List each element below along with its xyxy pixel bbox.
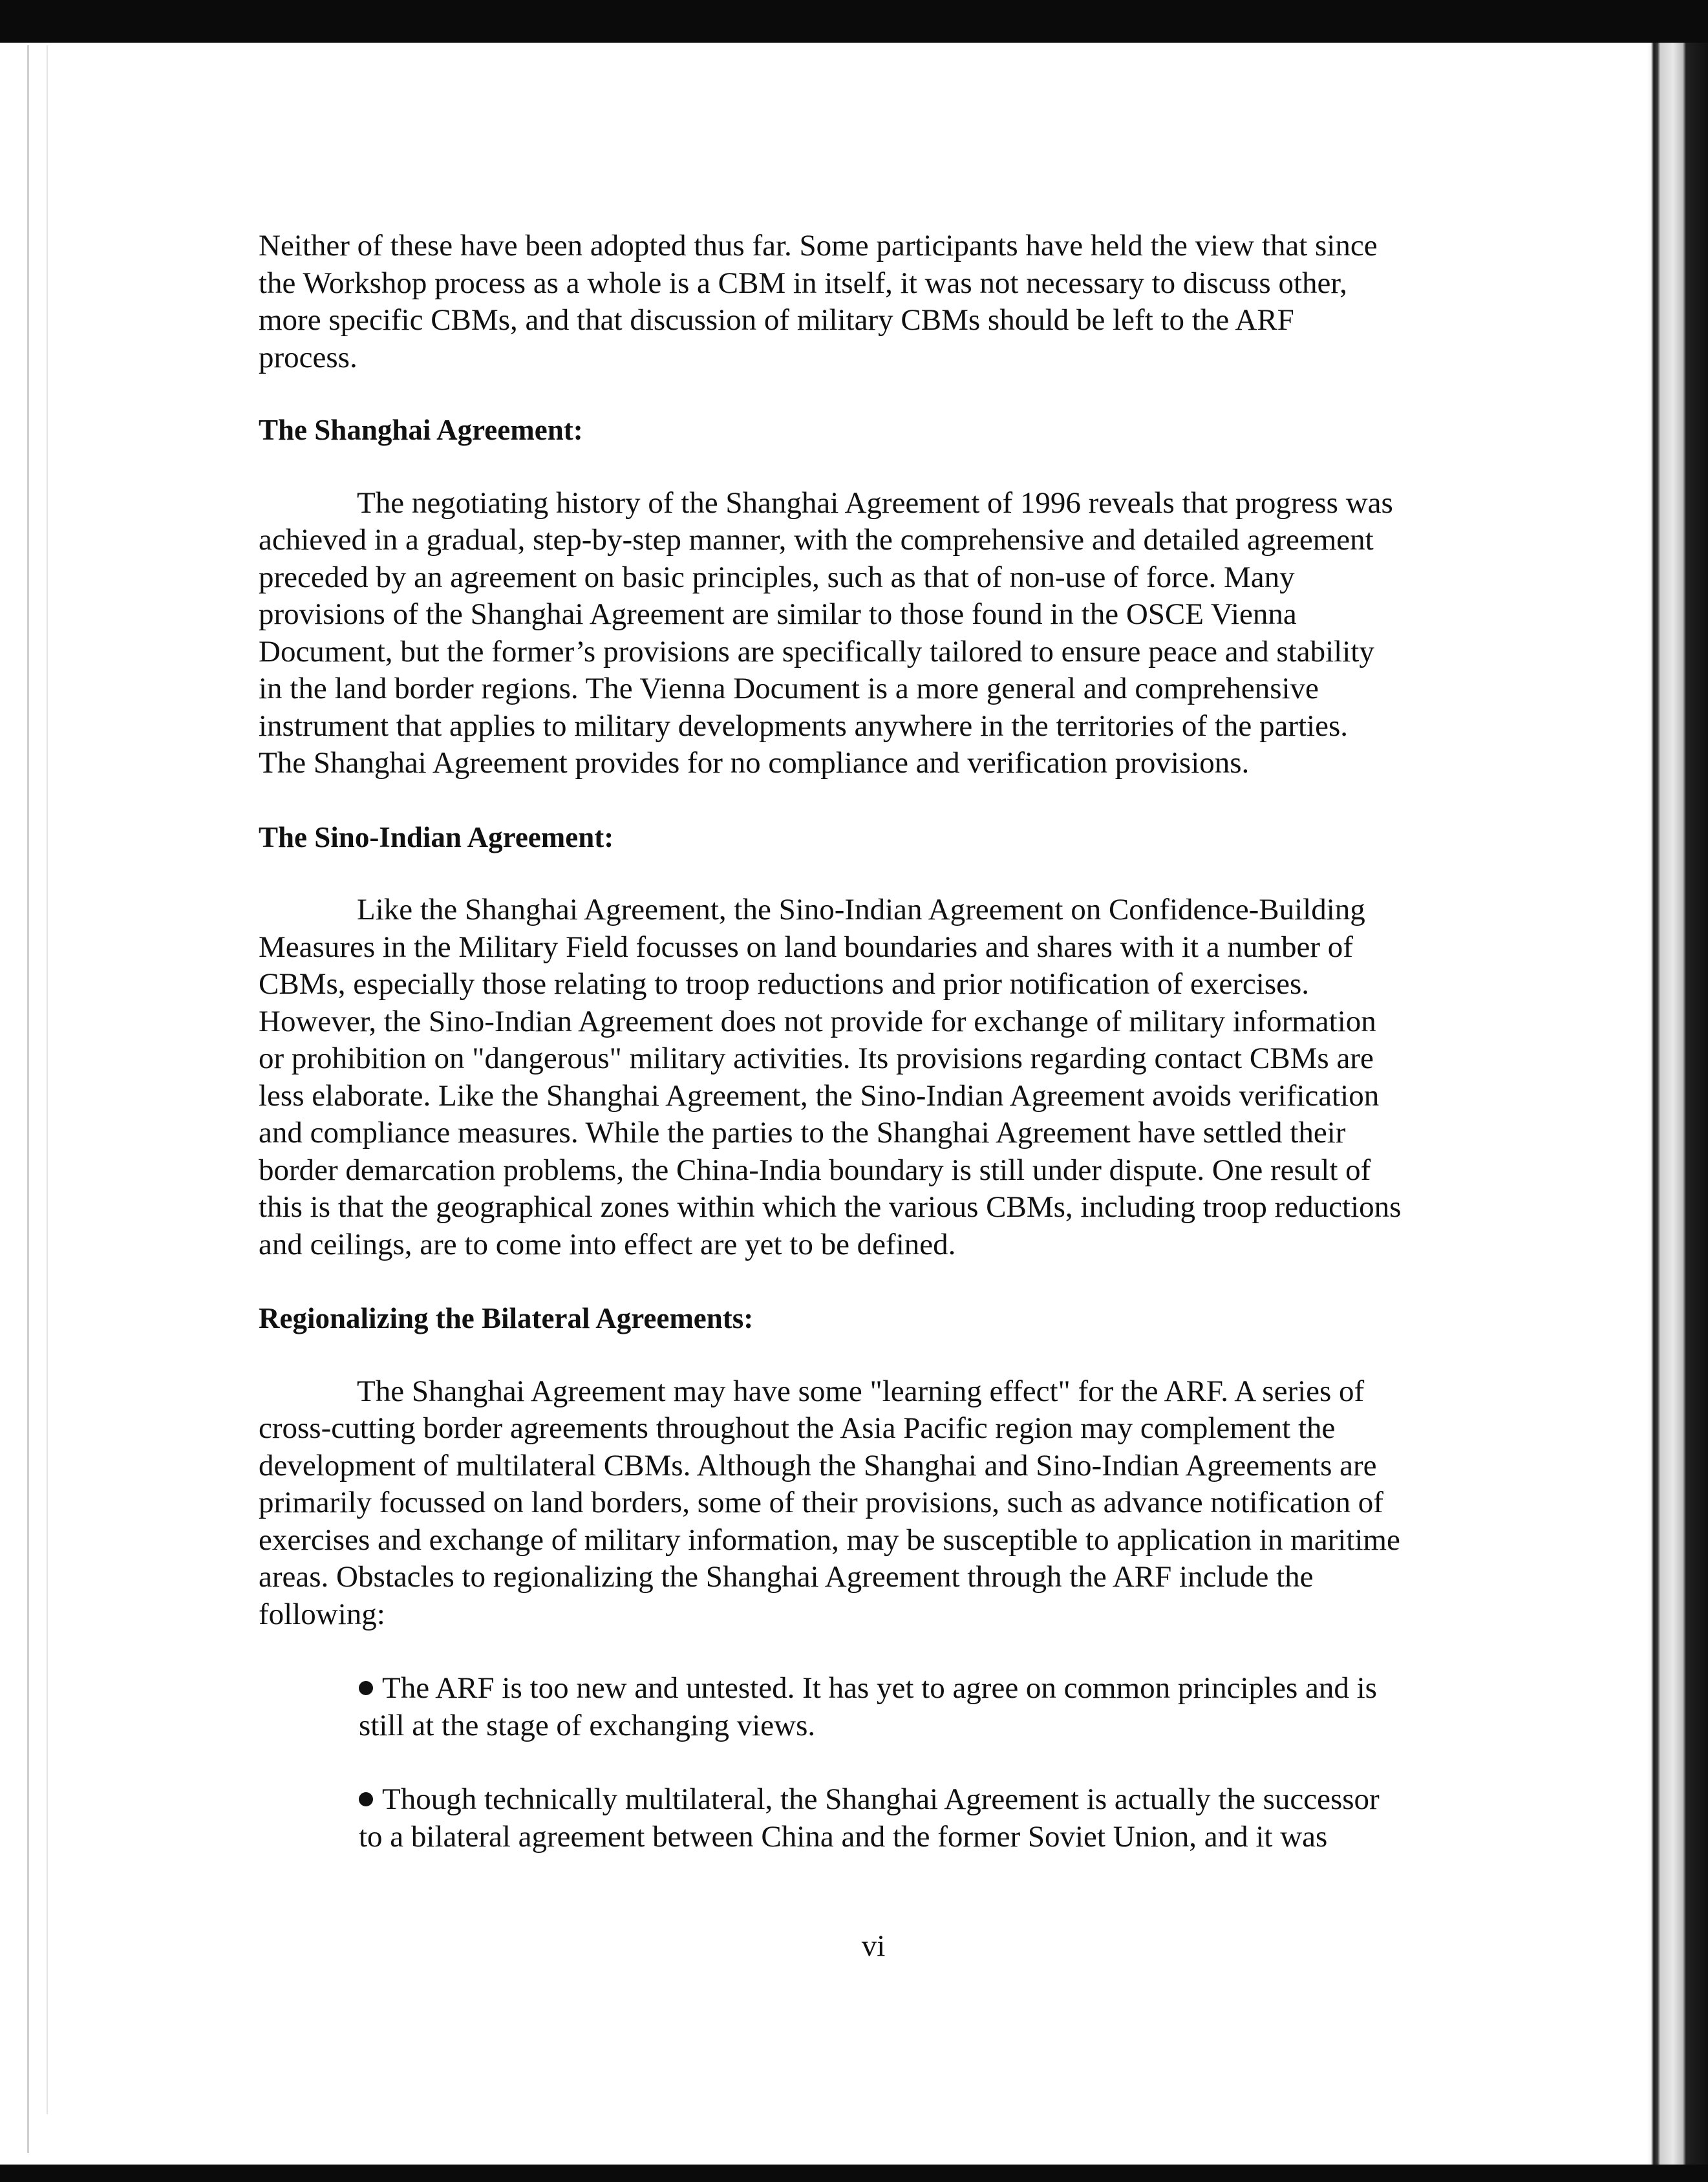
text-line: achieved in a gradual, step-by-step manner, with the comprehensive and detailed agreement (259, 523, 1374, 557)
text-line: in the land border regions. The Vienna Document is a more general and comprehensive (259, 672, 1319, 705)
text-line: the Workshop process as a whole is a CBM in itself, it was not necessary to discuss other, (259, 266, 1347, 300)
scan-border-right (1647, 43, 1708, 2165)
text-line: provisions of the Shanghai Agreement are similar to those found in the OSCE Vienna (259, 597, 1297, 631)
text-line: border demarcation problems, the China-India boundary is still under dispute. One result of (259, 1153, 1371, 1187)
text-line: Neither of these have been adopted thus far. Some participants have held the view that since (259, 229, 1378, 262)
intro-paragraph (259, 228, 1532, 376)
bullet-text: The ARF is too new and untested. It has yet to agree on common principles and is (382, 1671, 1377, 1705)
page-number: vi (861, 1929, 886, 1963)
text-line: preceded by an agreement on basic principles, such as that of non-use of force. Many (259, 560, 1295, 594)
text-line: following: (259, 1597, 385, 1631)
text-line: more specific CBMs, and that discussion of military CBMs should be left to the ARF (259, 303, 1294, 337)
bullet-item (359, 1781, 1532, 1856)
text-line: instrument that applies to military developments anywhere in the territories of the parties. (259, 709, 1349, 743)
bullet-text: Though technically multilateral, the Shanghai Agreement is actually the successor (382, 1782, 1380, 1816)
text-line: The Shanghai Agreement may have some "learning effect" for the ARF. A series of (357, 1374, 1365, 1408)
text-line: However, the Sino-Indian Agreement does not provide for exchange of military information (259, 1004, 1376, 1038)
text-line: The negotiating history of the Shanghai Agreement of 1996 reveals that progress was (357, 486, 1393, 520)
text-line: CBMs, especially those relating to troop reductions and prior notification of exercises. (259, 967, 1310, 1001)
sino-indian-paragraph (259, 892, 1532, 1263)
text-line: less elaborate. Like the Shanghai Agreement, the Sino-Indian Agreement avoids verification (259, 1078, 1380, 1113)
text-line: and ceilings, are to come into effect are yet to be defined. (259, 1227, 956, 1261)
bullet-line (359, 1670, 1532, 1707)
text-line: primarily focussed on land borders, some of their provisions, such as advance notification of (259, 1486, 1383, 1519)
section-heading-sino-indian: The Sino-Indian Agreement: (259, 820, 614, 853)
text-line: development of multilateral CBMs. Although the Shanghai and Sino-Indian Agreements are (259, 1448, 1377, 1482)
bullet-dot-icon (359, 1792, 373, 1806)
bullet-item (359, 1670, 1532, 1744)
shanghai-paragraph (259, 485, 1532, 782)
regionalizing-paragraph (259, 1373, 1532, 1634)
text-line: Like the Shanghai Agreement, the Sino-Indian Agreement on Confidence-Building (357, 893, 1365, 926)
section-heading-shanghai: The Shanghai Agreement: (259, 414, 583, 446)
text-line: Document, but the former’s provisions are specifically tailored to ensure peace and stability (259, 634, 1374, 669)
text-line: to a bilateral agreement between China and the former Soviet Union, and it was (359, 1819, 1328, 1854)
text-line: or prohibition on "dangerous" military activities. Its provisions regarding contact CBMs are (259, 1042, 1374, 1075)
scan-edge-left-inner (47, 45, 48, 2114)
scan-edge-left (27, 45, 29, 2153)
text-line: process. (259, 340, 358, 374)
document-page (259, 228, 1532, 1856)
text-line: exercises and exchange of military information, may be susceptible to application in maritime (259, 1523, 1400, 1557)
bullet-dot-icon (359, 1681, 373, 1695)
bullet-line (359, 1781, 1532, 1819)
text-line: The Shanghai Agreement provides for no compliance and verification provisions. (259, 746, 1250, 780)
section-heading-regionalizing: Regionalizing the Bilateral Agreements: (259, 1302, 754, 1334)
text-line: Measures in the Military Field focusses on land boundaries and shares with it a number of (259, 930, 1353, 964)
scan-border-top (0, 0, 1708, 43)
text-line: cross-cutting border agreements throughout the Asia Pacific region may complement the (259, 1411, 1336, 1445)
text-line: still at the stage of exchanging views. (359, 1708, 816, 1742)
text-line: this is that the geographical zones within which the various CBMs, including troop reductions (259, 1190, 1402, 1224)
text-line: areas. Obstacles to regionalizing the Shanghai Agreement through the ARF include the (259, 1560, 1314, 1594)
scan-border-bottom (0, 2165, 1708, 2182)
text-line: and compliance measures. While the parties to the Shanghai Agreement have settled their (259, 1116, 1346, 1150)
